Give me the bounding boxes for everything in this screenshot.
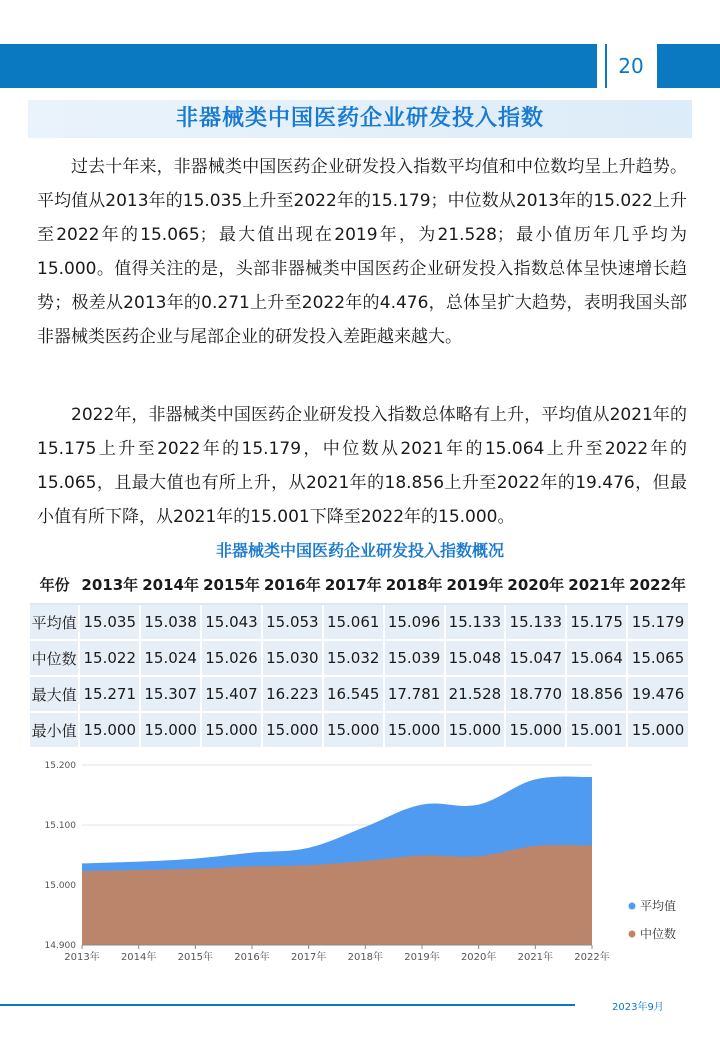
table-cell: 19.476 — [627, 676, 688, 712]
table-cell: 15.000 — [323, 712, 384, 747]
table-cell: 15.000 — [201, 712, 262, 747]
table-cell: 16.223 — [262, 676, 323, 712]
paragraph-2: 2022年，非器械类中国医药企业研发投入指数总体略有上升，平均值从2021年的15.175上升至2022年的15.179，中位数从2021年的15.064上升至2022年的15.065，且最大值也有所上升，从2021年的18.856上升至2022年的19.476，但最小值有所下降，从2021年的15.001下降至2022年的15.000。 — [37, 405, 687, 527]
header-cell: 2022年 — [627, 566, 688, 604]
table-row-median — [30, 640, 688, 676]
x-tick-label: 2014年 — [120, 952, 157, 963]
table-cell: 15.179 — [627, 604, 688, 640]
table-cell: 15.039 — [384, 640, 445, 676]
row-label: 最小值 — [30, 712, 79, 747]
x-tick-label: 2021年 — [517, 952, 554, 963]
x-tick-label: 2018年 — [347, 952, 384, 963]
index-summary-table — [30, 566, 688, 747]
table-cell: 15.024 — [140, 640, 201, 676]
header-cell: 2019年 — [445, 566, 506, 604]
legend-label: 平均值 — [640, 899, 677, 913]
header-cell: 2021年 — [566, 566, 627, 604]
y-tick-label: 15.200 — [44, 761, 76, 771]
table-cell: 15.175 — [566, 604, 627, 640]
footer-date: 2023年9月 — [612, 1002, 664, 1013]
table-cell: 15.001 — [566, 712, 627, 747]
x-tick-label: 2022年 — [574, 952, 610, 963]
table-cell: 15.000 — [445, 712, 506, 747]
y-tick-label: 14.900 — [44, 941, 76, 951]
table-cell: 15.038 — [140, 604, 201, 640]
x-tick-label: 2016年 — [234, 952, 270, 963]
table-cell: 15.000 — [140, 712, 201, 747]
table-cell: 15.053 — [262, 604, 323, 640]
x-tick-label: 2015年 — [177, 952, 214, 963]
y-tick-label: 15.100 — [44, 821, 76, 831]
header-bar-right — [657, 44, 720, 88]
row-label: 最大值 — [30, 676, 79, 712]
table-cell: 15.000 — [262, 712, 323, 747]
header-cell: 2017年 — [323, 566, 384, 604]
x-tick-label: 2020年 — [460, 952, 497, 963]
header-cell: 2014年 — [140, 566, 201, 604]
table-cell: 15.000 — [627, 712, 688, 747]
table-cell: 15.407 — [201, 676, 262, 712]
legend-label: 中位数 — [640, 927, 677, 941]
table-cell: 15.061 — [323, 604, 384, 640]
table-cell: 18.770 — [505, 676, 566, 712]
header-bar — [0, 44, 597, 88]
section-title: 非器械类中国医药企业研发投入指数 — [175, 106, 544, 131]
header-cell: 2015年 — [201, 566, 262, 604]
area-chart — [20, 755, 700, 970]
y-tick-label: 15.000 — [44, 881, 76, 891]
row-label: 平均值 — [30, 604, 79, 640]
table-row-min — [30, 712, 688, 747]
table-cell: 15.000 — [384, 712, 445, 747]
table-title: 非器械类中国医药企业研发投入指数概况 — [215, 541, 504, 560]
legend-marker — [629, 903, 636, 910]
row-label: 中位数 — [30, 640, 79, 676]
table-cell: 17.781 — [384, 676, 445, 712]
table-cell: 15.043 — [201, 604, 262, 640]
paragraph-1: 过去十年来，非器械类中国医药企业研发投入指数平均值和中位数均呈上升趋势。平均值从2013年的15.035上升至2022年的15.179；中位数从2013年的15.022上升至2022年的15.065；最大值出现在2019年，为21.528；最小值历年几乎均为15.000。值得关注的是，头部非器械类中国医药企业研发投入指数总体呈快速增长趋势；极差从2013年的0.271上升至2022年的4.476，总体呈扩大趋势，表明我国头部非器械类医药企业与尾部企业的研发投入差距越来越大。 — [37, 157, 687, 347]
table-cell: 15.064 — [566, 640, 627, 676]
table-cell: 15.047 — [505, 640, 566, 676]
x-tick-label: 2017年 — [290, 952, 327, 963]
table-cell: 15.048 — [445, 640, 506, 676]
table-cell: 15.022 — [79, 640, 140, 676]
table-cell: 15.032 — [323, 640, 384, 676]
table-cell: 15.035 — [79, 604, 140, 640]
table-cell: 21.528 — [445, 676, 506, 712]
header-cell: 2016年 — [262, 566, 323, 604]
table-cell: 15.307 — [140, 676, 201, 712]
x-tick-label: 2013年 — [64, 952, 100, 963]
table-cell: 15.271 — [79, 676, 140, 712]
table-header-row — [30, 566, 688, 604]
table-cell: 16.545 — [323, 676, 384, 712]
table-cell: 15.030 — [262, 640, 323, 676]
header-cell: 2020年 — [505, 566, 566, 604]
table-cell: 15.065 — [627, 640, 688, 676]
table-cell: 15.096 — [384, 604, 445, 640]
table-cell: 15.133 — [445, 604, 506, 640]
page-number: 20 — [618, 54, 644, 78]
table-row-max — [30, 676, 688, 712]
table-row-mean — [30, 604, 688, 640]
header-cell: 2018年 — [384, 566, 445, 604]
table-cell: 15.133 — [505, 604, 566, 640]
footer-line — [0, 1004, 575, 1006]
table-cell: 15.000 — [79, 712, 140, 747]
table-cell: 15.000 — [505, 712, 566, 747]
x-tick-label: 2019年 — [404, 952, 440, 963]
table-cell: 18.856 — [566, 676, 627, 712]
legend-marker — [629, 931, 636, 938]
header-cell: 2013年 — [79, 566, 140, 604]
header-cell: 年份 — [30, 566, 79, 604]
table-cell: 15.026 — [201, 640, 262, 676]
